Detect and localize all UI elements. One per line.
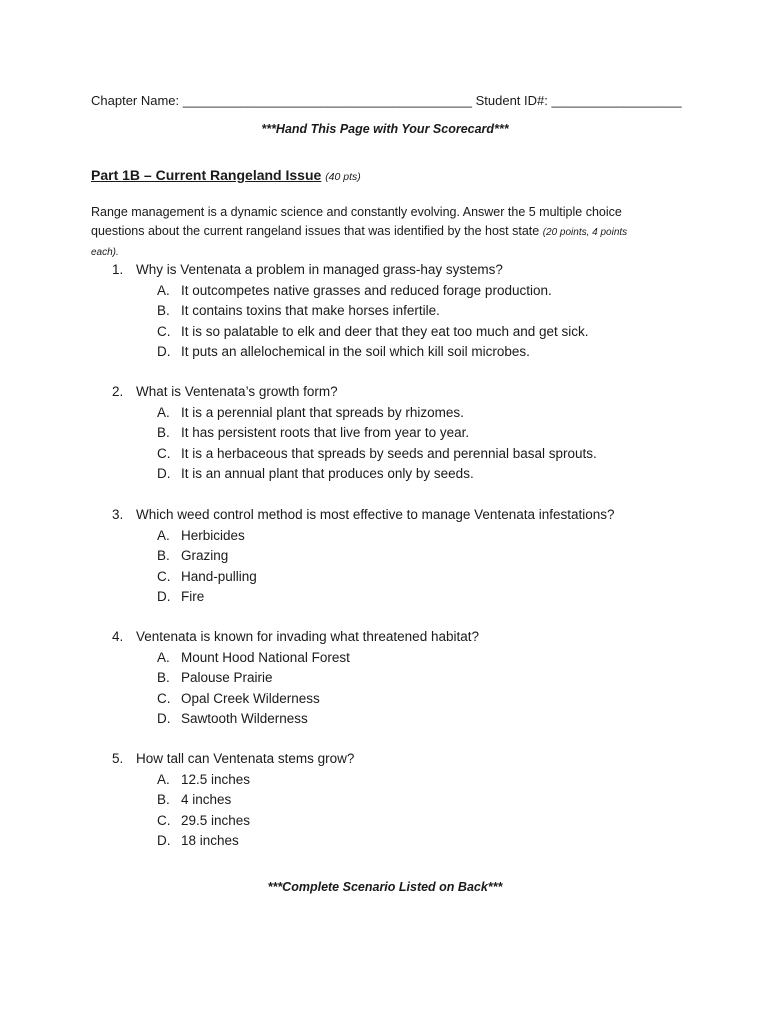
question-stem — [112, 749, 672, 770]
option-letter: C. — [157, 445, 171, 461]
option-a — [112, 403, 672, 424]
question-5 — [112, 749, 672, 852]
option-a — [112, 770, 672, 791]
option-text: 12.5 inches — [181, 771, 251, 787]
option-c — [112, 322, 672, 343]
intro-text: Range management is a dynamic science and constantly evolving. Answer the 5 multiple choice questions about the current rangeland issues that was identified by the host state — [91, 205, 622, 238]
part-title: Part 1B – Current Rangeland Issue — [91, 167, 322, 183]
option-letter: C. — [157, 690, 171, 706]
bottom-note: ***Complete Scenario Listed on Back*** — [267, 880, 503, 894]
question-1 — [112, 260, 672, 363]
option-text: Fire — [181, 589, 205, 604]
question-text: What is Ventenata’s growth form? — [136, 384, 338, 399]
option-text: 29.5 inches — [181, 812, 251, 828]
option-b — [112, 546, 672, 567]
option-text: It contains toxins that make horses infertile. — [181, 303, 440, 318]
option-letter: D. — [157, 466, 171, 481]
part-points: (40 pts) — [325, 171, 361, 183]
option-text: It is a perennial plant that spreads by rhizomes. — [181, 404, 464, 420]
part-heading — [91, 167, 361, 183]
question-text: Why is Ventenata a problem in managed grass-hay systems? — [136, 262, 503, 277]
option-a — [112, 281, 672, 302]
question-4 — [112, 627, 672, 730]
question-number: 5. — [112, 751, 124, 766]
option-text: 4 inches — [181, 792, 232, 807]
option-d — [112, 831, 672, 852]
option-letter: B. — [157, 792, 170, 807]
option-c — [112, 567, 672, 588]
option-d — [112, 709, 672, 730]
question-text: Which weed control method is most effective to manage Ventenata infestations? — [136, 507, 615, 522]
option-text: It puts an allelochemical in the soil which kill soil microbes. — [181, 344, 530, 359]
option-letter: D. — [157, 589, 171, 604]
option-d — [112, 587, 672, 608]
option-letter: B. — [157, 425, 170, 440]
top-note: ***Hand This Page with Your Scorecard*** — [261, 122, 509, 136]
intro-paragraph — [91, 203, 651, 262]
option-a — [112, 648, 672, 669]
option-text: It is a herbaceous that spreads by seeds and perennial basal sprouts. — [181, 445, 597, 461]
question-text: How tall can Ventenata stems grow? — [136, 751, 355, 766]
option-b — [112, 790, 672, 811]
question-3 — [112, 505, 672, 608]
option-letter: B. — [157, 303, 170, 318]
question-number: 1. — [112, 262, 124, 277]
intro-note: (20 points, 4 points each). — [91, 227, 628, 258]
option-c — [112, 689, 672, 710]
option-text: It outcompetes native grasses and reduced forage production. — [181, 282, 552, 298]
question-2 — [112, 382, 672, 485]
option-letter: A. — [157, 527, 170, 543]
question-stem — [112, 505, 672, 526]
option-letter: B. — [157, 548, 170, 563]
option-d — [112, 464, 672, 485]
option-b — [112, 668, 672, 689]
option-text: Hand-pulling — [181, 568, 257, 584]
option-letter: A. — [157, 282, 170, 298]
option-text: Sawtooth Wilderness — [181, 711, 308, 726]
option-letter: D. — [157, 344, 171, 359]
question-number: 4. — [112, 629, 124, 644]
option-letter: C. — [157, 323, 171, 339]
option-c — [112, 811, 672, 832]
option-c — [112, 444, 672, 465]
option-letter: B. — [157, 670, 170, 685]
option-b — [112, 423, 672, 444]
option-text: It is so palatable to elk and deer that they eat too much and get sick. — [181, 323, 589, 339]
option-text: Opal Creek Wilderness — [181, 690, 320, 706]
option-a — [112, 526, 672, 547]
option-letter: C. — [157, 568, 171, 584]
option-text: Mount Hood National Forest — [181, 649, 350, 665]
option-letter: D. — [157, 833, 171, 848]
question-number: 2. — [112, 384, 124, 399]
header-line — [91, 93, 691, 108]
option-letter: C. — [157, 812, 171, 828]
question-stem — [112, 627, 672, 648]
option-text: Herbicides — [181, 527, 245, 543]
option-letter: A. — [157, 771, 170, 787]
question-stem — [112, 260, 672, 281]
question-stem — [112, 382, 672, 403]
option-letter: D. — [157, 711, 171, 726]
question-text: Ventenata is known for invading what threatened habitat? — [136, 629, 479, 644]
option-text: Palouse Prairie — [181, 670, 273, 685]
option-letter: A. — [157, 404, 170, 420]
option-text: It has persistent roots that live from year to year. — [181, 425, 470, 440]
student-id-field: Student ID#: __________________ — [475, 93, 682, 108]
option-d — [112, 342, 672, 363]
option-text: It is an annual plant that produces only by seeds. — [181, 466, 474, 481]
option-b — [112, 301, 672, 322]
option-text: 18 inches — [181, 833, 239, 848]
chapter-name-field: Chapter Name: ________________________________________ — [91, 93, 472, 108]
option-letter: A. — [157, 649, 170, 665]
option-text: Grazing — [181, 548, 229, 563]
question-number: 3. — [112, 507, 124, 522]
